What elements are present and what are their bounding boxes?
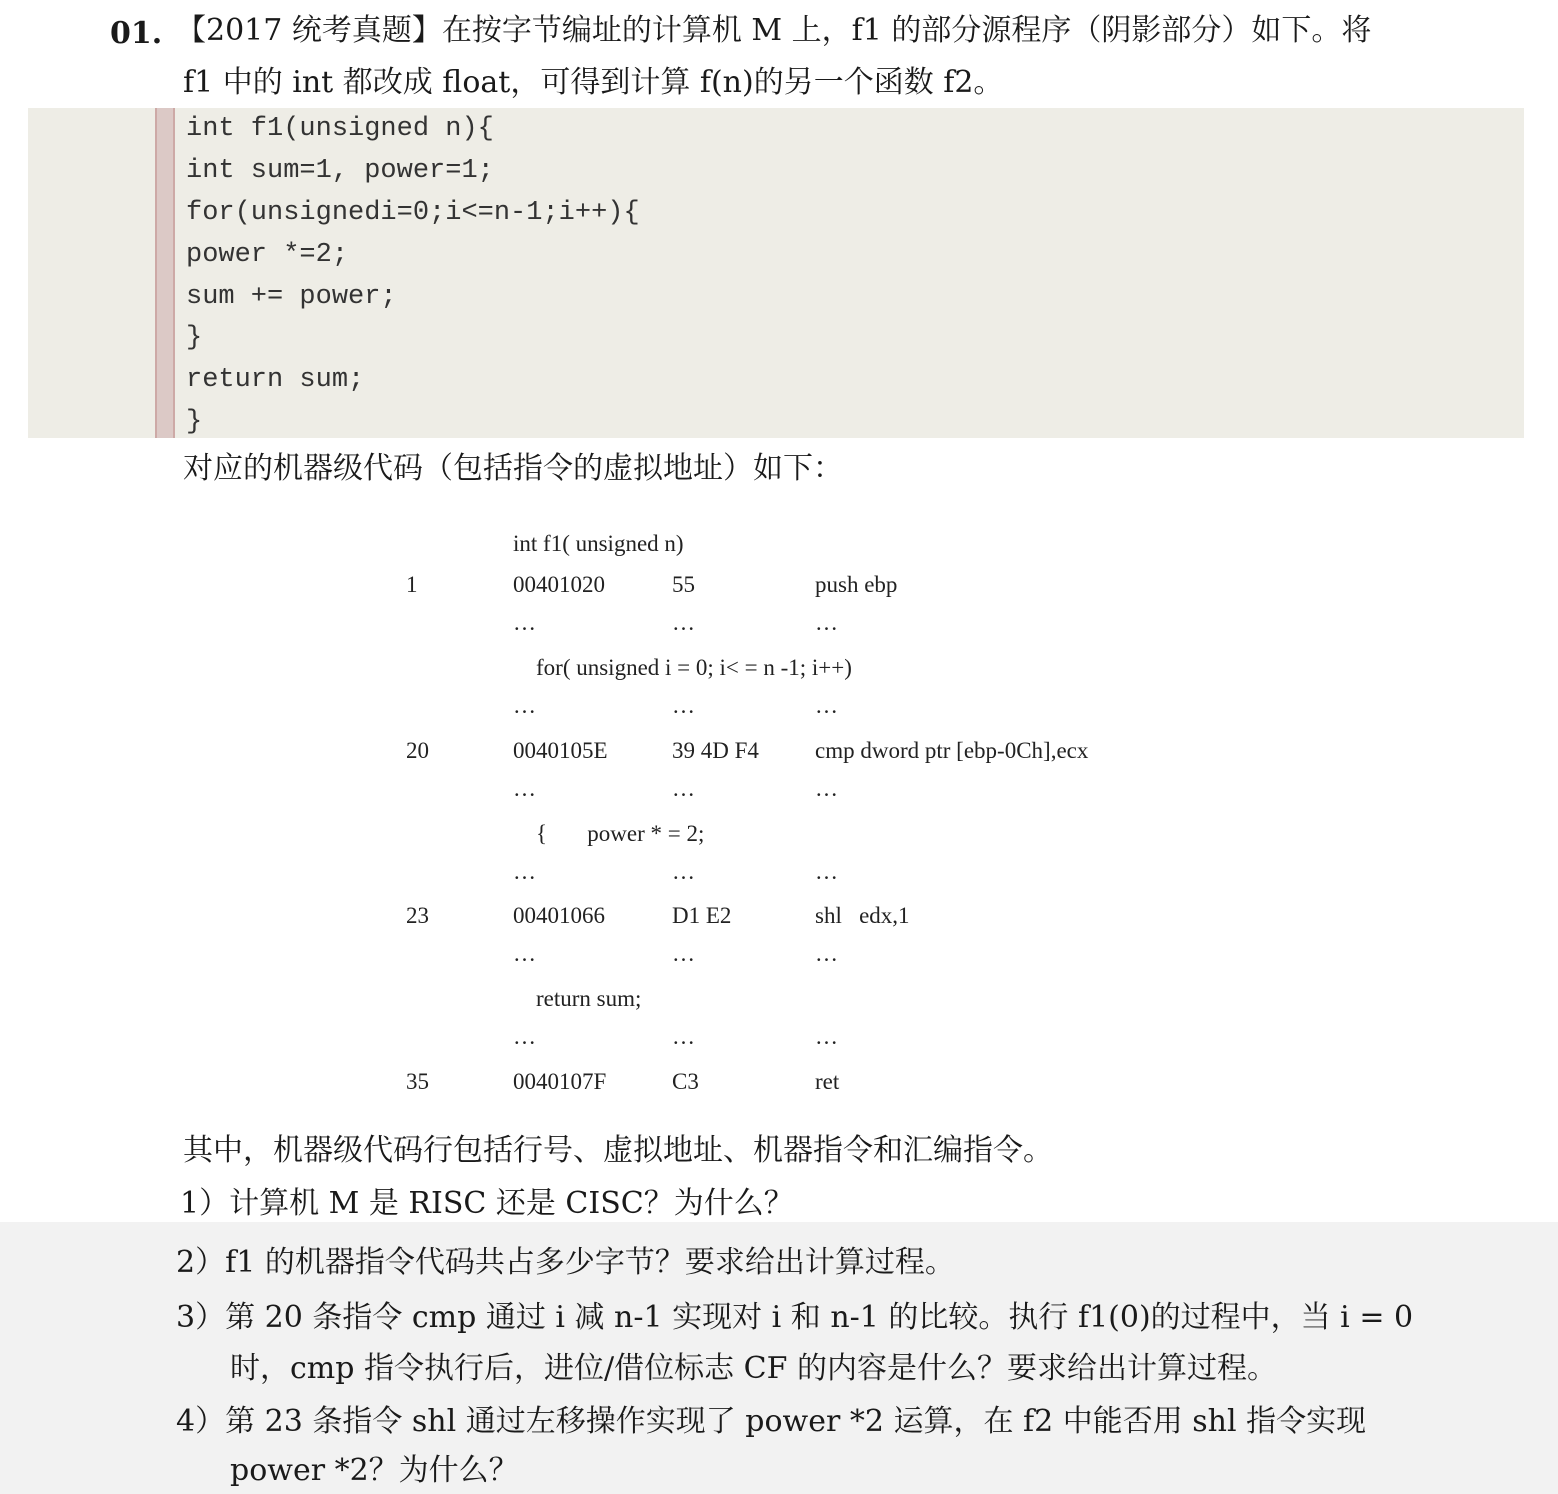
asm-machine-code: D1 E2 xyxy=(672,903,732,928)
asm-ellipsis: … xyxy=(513,693,536,718)
asm-machine-code: 39 4D F4 xyxy=(672,738,759,763)
asm-ellipsis: … xyxy=(672,859,695,884)
asm-address: 0040107F xyxy=(513,1069,607,1094)
asm-line-no: 23 xyxy=(406,903,429,928)
code-line-5: sum += power; xyxy=(186,282,397,312)
asm-line-no: 1 xyxy=(406,572,418,597)
asm-ellipsis: … xyxy=(513,941,536,966)
code-line-4: power *=2; xyxy=(186,240,349,270)
asm-ellipsis: … xyxy=(815,610,838,635)
question-number: 01. xyxy=(110,16,163,51)
asm-instruction: push ebp xyxy=(815,572,898,597)
asm-instruction: cmp dword ptr [ebp-0Ch],ecx xyxy=(815,738,1089,763)
question-line-2: f1 中的 int 都改成 float，可得到计算 f(n)的另一个函数 f2。 xyxy=(183,65,1004,100)
sub-question-2: 2）f1 的机器指令代码共占多少字节？要求给出计算过程。 xyxy=(176,1245,955,1280)
sub-question-3: 3）第 20 条指令 cmp 通过 i 减 n-1 实现对 i 和 n-1 的比较。执行 f1(0)的过程中，当 i = 0 xyxy=(176,1300,1414,1335)
asm-ellipsis: … xyxy=(513,610,536,635)
sub-question-4: 4）第 23 条指令 shl 通过左移操作实现了 power *2 运算，在 f2 中能否用 shl 指令实现 xyxy=(176,1404,1367,1439)
asm-ellipsis: … xyxy=(815,941,838,966)
code-line-3: for(unsignedi=0;i<=n-1;i++){ xyxy=(186,198,640,228)
asm-ellipsis: … xyxy=(513,1024,536,1049)
sub-question-4-cont: power *2？为什么？ xyxy=(230,1453,519,1488)
asm-ellipsis: … xyxy=(513,859,536,884)
asm-ellipsis: … xyxy=(672,1024,695,1049)
explanation-text: 其中，机器级代码行包括行号、虚拟地址、机器指令和汇编指令。 xyxy=(183,1133,1053,1168)
asm-ellipsis: … xyxy=(815,859,838,884)
asm-ellipsis: … xyxy=(815,693,838,718)
sub-question-1: 1）计算机 M 是 RISC 还是 CISC？为什么？ xyxy=(180,1186,794,1221)
asm-row-header: int f1( unsigned n) xyxy=(513,531,684,556)
code-line-2: int sum=1, power=1; xyxy=(186,156,494,186)
asm-address: 00401066 xyxy=(513,903,605,928)
code-line-6: } xyxy=(186,323,203,353)
asm-source-for: for( unsigned i = 0; i< = n -1; i++) xyxy=(513,655,852,680)
asm-intro: 对应的机器级代码（包括指令的虚拟地址）如下： xyxy=(183,451,843,486)
asm-instruction: ret xyxy=(815,1069,840,1094)
asm-source-return: return sum; xyxy=(513,986,642,1011)
sub-question-3-cont: 时，cmp 指令执行后，进位/借位标志 CF 的内容是什么？要求给出计算过程。 xyxy=(230,1351,1277,1386)
code-line-1: int f1(unsigned n){ xyxy=(186,114,494,144)
asm-ellipsis: … xyxy=(672,776,695,801)
asm-machine-code: C3 xyxy=(672,1069,699,1094)
asm-ellipsis: … xyxy=(815,1024,838,1049)
asm-ellipsis: … xyxy=(815,776,838,801)
question-line-1: 【2017 统考真题】在按字节编址的计算机 M 上，f1 的部分源程序（阴影部分）如下。将 xyxy=(176,13,1372,48)
asm-address: 0040105E xyxy=(513,738,608,763)
code-line-7: return sum; xyxy=(186,365,365,395)
asm-line-no: 35 xyxy=(406,1069,429,1094)
asm-line-no: 20 xyxy=(406,738,429,763)
asm-ellipsis: … xyxy=(672,693,695,718)
code-margin-bar xyxy=(155,108,175,438)
asm-address: 00401020 xyxy=(513,572,605,597)
asm-ellipsis: … xyxy=(672,610,695,635)
asm-instruction: shl edx,1 xyxy=(815,903,910,928)
code-line-8: } xyxy=(186,407,203,437)
asm-ellipsis: … xyxy=(672,941,695,966)
asm-machine-code: 55 xyxy=(672,572,695,597)
asm-ellipsis: … xyxy=(513,776,536,801)
asm-source-power: { power * = 2; xyxy=(513,821,705,846)
